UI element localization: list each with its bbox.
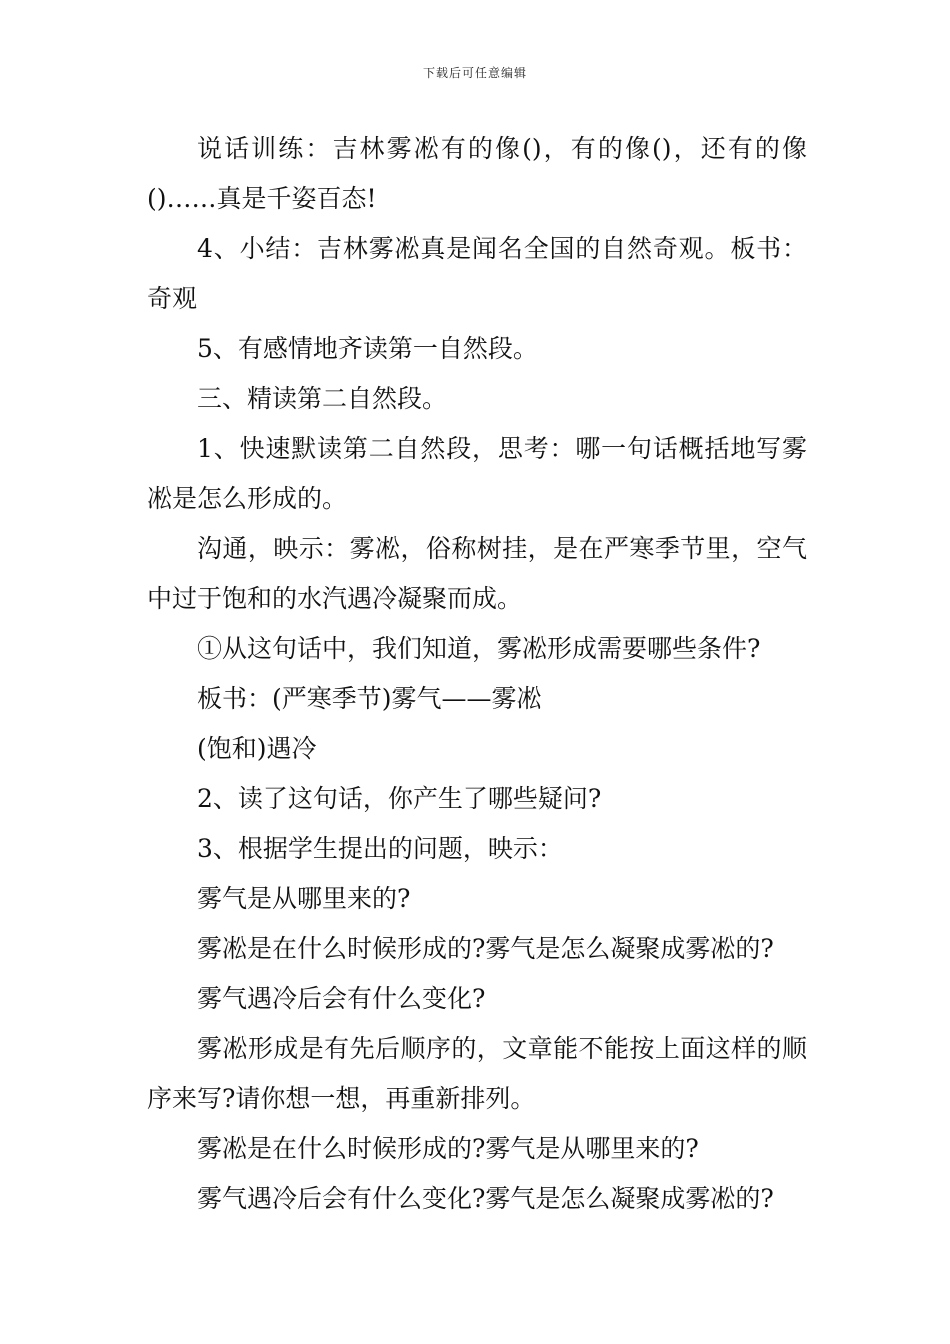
paragraph-blackboard: 板书：(严寒季节)雾气——雾凇 (197, 684, 542, 713)
paragraph-speaking-practice: 说话训练：吉林雾凇有的像()，有的像()，还有的像()……真是千姿百态! (147, 134, 807, 213)
question-item: 雾气遇冷后会有什么变化? (197, 984, 486, 1013)
question-item: 雾气遇冷后会有什么变化?雾气是怎么凝聚成雾凇的? (197, 1184, 774, 1213)
paragraph-question-conditions: ①从这句话中，我们知道，雾凇形成需要哪些条件? (197, 634, 761, 663)
paragraph-display: 沟通，映示：雾凇，俗称树挂，是在严寒季节里，空气中过于饱和的水汽遇冷凝聚而成。 (147, 534, 807, 613)
question-item: 雾气是从哪里来的? (197, 884, 411, 913)
section-heading: 三、精读第二自然段。 (197, 384, 448, 413)
paragraph-blackboard-cont: (饱和)遇冷 (197, 734, 317, 763)
paragraph-summary: 4、小结：吉林雾凇真是闻名全国的自然奇观。板书：奇观 (147, 234, 807, 313)
paragraph-reorder: 雾凇形成是有先后顺序的，文章能不能按上面这样的顺序来写?请你想一想，再重新排列。 (147, 1034, 807, 1113)
question-item: 雾凇是在什么时候形成的?雾气是从哪里来的? (197, 1134, 699, 1163)
question-item: 雾凇是在什么时候形成的?雾气是怎么凝聚成雾凇的? (197, 934, 774, 963)
document-body (147, 124, 807, 1224)
paragraph-read-aloud: 5、有感情地齐读第一自然段。 (197, 334, 538, 363)
paragraph-task-3: 3、根据学生提出的问题，映示： (197, 834, 563, 863)
page-header: 下载后可任意编辑 (422, 66, 527, 80)
paragraph-task-1: 1、快速默读第二自然段，思考：哪一句话概括地写雾凇是怎么形成的。 (147, 434, 807, 513)
paragraph-task-2: 2、读了这句话，你产生了哪些疑问? (197, 784, 602, 813)
